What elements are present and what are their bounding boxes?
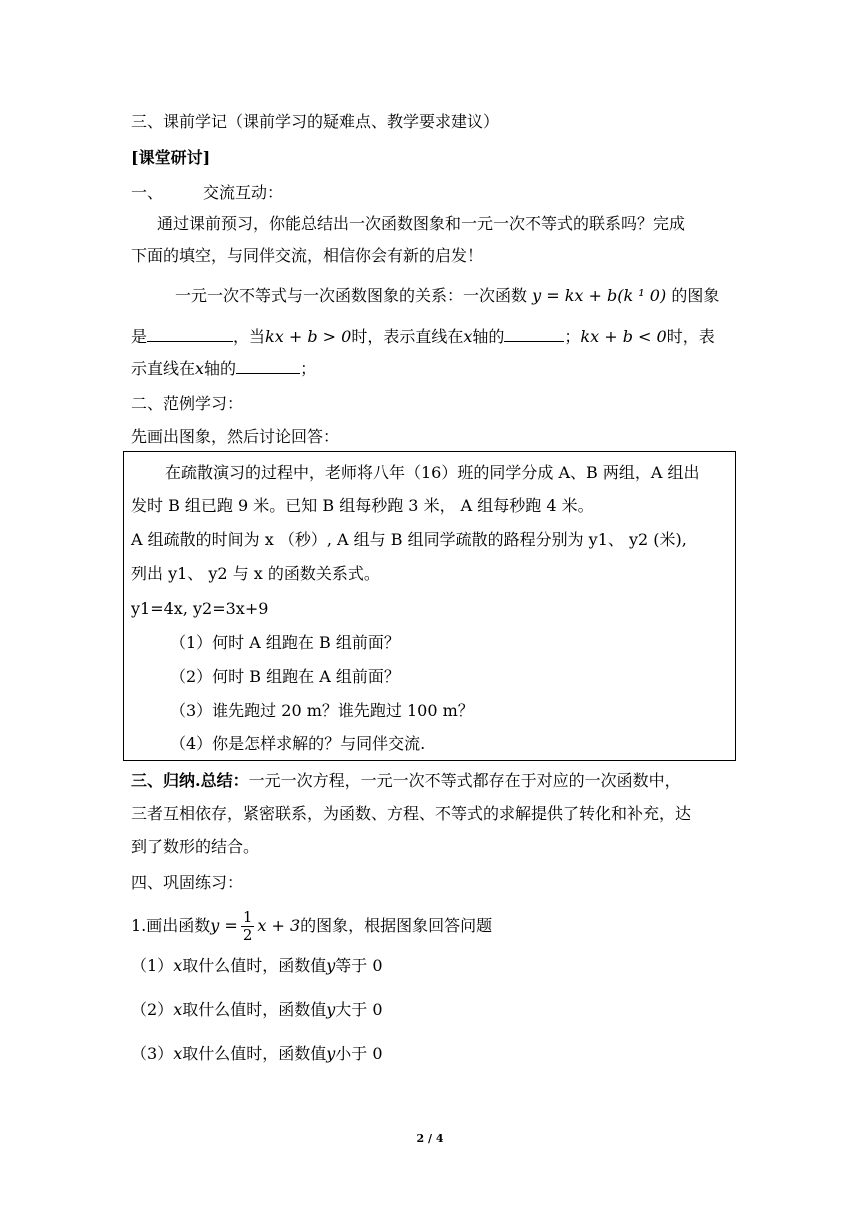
intro-line-1: 通过课前预习，你能总结出一次函数图象和一元一次不等式的联系吗？完成 — [157, 214, 686, 233]
relation-text: 示直线在 — [131, 359, 196, 378]
question-text: （2） — [131, 1000, 174, 1019]
x-variable: x — [195, 359, 205, 378]
fill-blank-graph[interactable] — [147, 325, 233, 342]
relation-prefix: 一元一次不等式与一次函数图象的关系：一次函数 — [175, 286, 528, 305]
fill-blank-above[interactable] — [504, 325, 564, 342]
relation-suffix: 的图象 — [671, 286, 720, 305]
x-variable: x — [173, 1000, 183, 1019]
question-text: 取什么值时，函数值 — [182, 956, 327, 975]
y-variable: y — [326, 956, 336, 975]
relation-text: 是 — [131, 327, 148, 346]
problem-question-1: （1）何时 A 组跑在 B 组前面？ — [170, 633, 400, 652]
inequality-less: kx + b < 0 — [580, 327, 667, 346]
y-variable: y — [326, 1044, 336, 1063]
exercise-text: 的图象，根据图象回答问题 — [300, 916, 493, 935]
class-discussion-heading: [课堂研讨] — [131, 148, 211, 167]
fraction-numerator: 1 — [242, 908, 253, 926]
interaction-heading — [131, 182, 283, 204]
x-variable: x — [173, 956, 183, 975]
question-text: 小于 0 — [335, 1044, 383, 1063]
summary-line-2: 三者互相依存，紧密联系，为函数、方程、不等式的求解提供了转化和补充，达 — [131, 804, 692, 823]
examples-heading: 二、范例学习： — [131, 394, 244, 413]
relation-text: 时，表示直线在 — [351, 327, 464, 346]
relation-formula: y = kx + b(k ¹ 0) — [532, 286, 667, 305]
x-variable: x — [173, 1044, 183, 1063]
relation-line-3 — [131, 357, 316, 380]
problem-line-2: 发时 B 组已跑 9 米。已知 B 组每秒跑 3 米， A 组每秒跑 4 米。 — [131, 496, 594, 515]
fraction-one-half — [241, 909, 255, 944]
function-lhs: y = — [210, 916, 238, 935]
relation-text: ，当 — [233, 327, 266, 346]
problem-question-4: （4）你是怎样求解的？与同伴交流. — [170, 734, 426, 753]
practice-question-2 — [131, 999, 383, 1021]
section-pre-class-notes: 三、课前学记（课前学习的疑难点、教学要求建议） — [131, 112, 500, 131]
summary-label: 三、归纳.总结： — [131, 771, 249, 790]
summary-line-3: 到了数形的结合。 — [131, 837, 260, 856]
problem-question-2: （2）何时 B 组跑在 A 组前面？ — [170, 667, 400, 686]
summary-line-1 — [131, 770, 681, 792]
question-text: 取什么值时，函数值 — [182, 1000, 327, 1019]
inequality-greater: kx + b > 0 — [265, 327, 352, 346]
fill-blank-below[interactable] — [236, 357, 300, 374]
question-text: 等于 0 — [335, 956, 383, 975]
relation-line-2 — [131, 325, 715, 348]
relation-text: 轴的 — [204, 359, 237, 378]
problem-line-3: A 组疏散的时间为 x （秒）, A 组与 B 组同学疏散的路程分别为 y1、 y2 (米), — [131, 530, 687, 549]
relation-text: 轴的 — [472, 327, 505, 346]
question-text: （3） — [131, 1044, 174, 1063]
relation-text: ； — [300, 359, 317, 378]
question-text: 取什么值时，函数值 — [182, 1044, 327, 1063]
interaction-number: 一、 — [131, 183, 164, 202]
relation-text: 时，表 — [666, 327, 715, 346]
problem-line-5: y1=4x, y2=3x+9 — [131, 599, 269, 618]
interaction-title: 交流互动： — [203, 183, 284, 202]
y-variable: y — [326, 1000, 336, 1019]
function-rhs: x + 3 — [257, 916, 301, 935]
relation-line-1 — [175, 285, 719, 307]
problem-line-4: 列出 y1、 y2 与 x 的函数关系式。 — [131, 564, 380, 583]
problem-line-1: 在疏散演习的过程中，老师将八年（16）班的同学分成 A、B 两组，A 组出 — [165, 463, 700, 482]
practice-question-1 — [131, 955, 383, 977]
problem-question-3: （3）谁先跑过 20 m？谁先跑过 100 m？ — [170, 701, 474, 720]
intro-line-2: 下面的填空，与同伴交流，相信你会有新的启发！ — [131, 246, 484, 265]
exercise-text: 1.画出函数 — [131, 916, 211, 935]
examples-instruction: 先画出图象，然后讨论回答： — [131, 427, 340, 446]
practice-exercise-1 — [131, 906, 492, 946]
practice-heading: 四、巩固练习： — [131, 873, 244, 892]
page-number: 2 / 4 — [416, 1132, 444, 1145]
relation-text: ； — [564, 327, 581, 346]
question-text: 大于 0 — [335, 1000, 383, 1019]
practice-question-3 — [131, 1043, 383, 1065]
x-variable: x — [463, 327, 473, 346]
summary-text: 一元一次方程，一元一次不等式都存在于对应的一次函数中， — [248, 771, 681, 790]
fraction-denominator: 2 — [242, 926, 253, 944]
question-text: （1） — [131, 956, 174, 975]
